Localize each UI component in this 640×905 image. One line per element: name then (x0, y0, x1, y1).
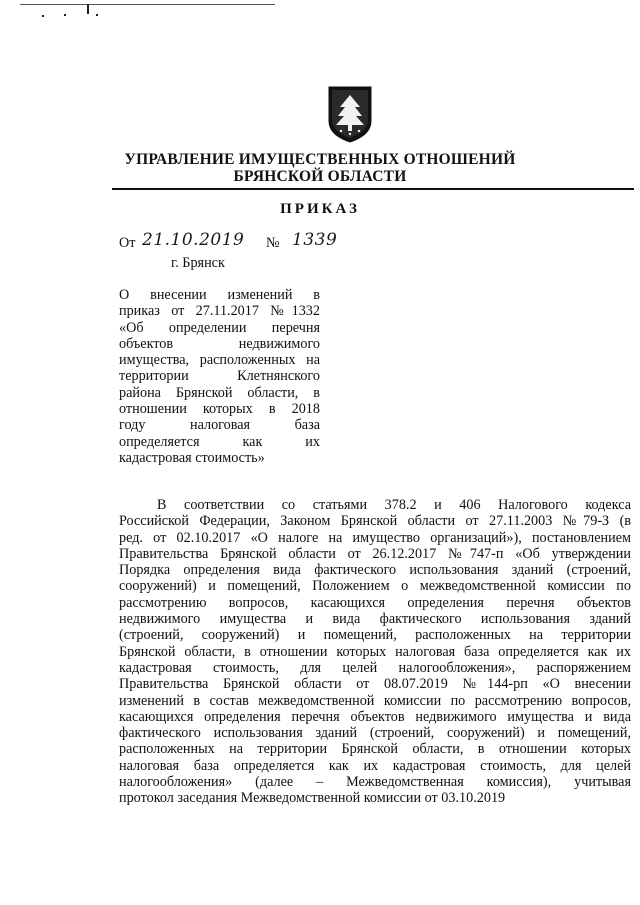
body-line: налогообложения» (далее – Межведомственная комиссия), учитывая (119, 774, 631, 791)
subject-line: отношении которых в 2018 (119, 401, 320, 418)
org-name-line1: УПРАВЛЕНИЕ ИМУЩЕСТВЕННЫХ ОТНОШЕНИЙ (124, 151, 516, 168)
handwritten-date: 21.10.2019 (142, 230, 245, 250)
body-line: налоговая база определяется как их кадастровая стоимость, для целей (119, 757, 631, 774)
scan-speck (42, 15, 44, 17)
order-subject (119, 287, 320, 466)
body-line: фактического использования зданий (строений, сооружений) и помещений, (119, 725, 631, 742)
city: г. Брянск (171, 255, 225, 271)
body-line: расположенных на территории Брянской области, в отношении которых (119, 741, 631, 758)
subject-line: кадастровая стоимость» (119, 449, 265, 466)
number-prefix: № (266, 235, 280, 251)
subject-line: году налоговая база (119, 417, 320, 434)
date-prefix: От (119, 235, 136, 251)
body-line: Правительства Брянской области от 26.12.2017 №747-п «Об утверждении (119, 545, 631, 562)
scan-speck (96, 14, 98, 16)
body-line: сооружений) и помещений, Положением о межведомственной комиссии по (119, 578, 631, 595)
subject-line: имущества, расположенных на (119, 352, 320, 369)
body-line: кадастровая стоимость, для целей налогообложения», распоряжением (119, 659, 631, 676)
scan-speck (64, 14, 66, 16)
header-divider (112, 188, 634, 190)
body-line: Порядка определения вида фактического использования зданий (строений, (119, 562, 631, 579)
order-title: ПРИКАЗ (280, 201, 360, 217)
body-line: Правительства Брянской области от 08.07.2019 №144-рп «О внесении (119, 676, 631, 693)
subject-line: объектов недвижимого (119, 335, 320, 352)
bryansk-coat-of-arms-icon (327, 85, 373, 143)
handwritten-number: 1339 (292, 230, 338, 250)
body-line: недвижимого имущества и вида фактического использования зданий (119, 611, 631, 628)
body-line: Брянской области, в отношении которых налоговая база определяется как их (119, 643, 631, 660)
subject-line: «Об определении перечня (119, 319, 320, 336)
body-line: Российской Федерации, Законом Брянской области от 27.11.2003 №79-З (в (119, 513, 631, 530)
body-line: касающихся определения перечня объектов недвижимого имущества и вида (119, 708, 631, 725)
subject-line: территории Клетнянского (119, 368, 320, 385)
subject-line: О внесении изменений в (119, 287, 320, 303)
body-line: (строений, сооружений) и помещений, расположенных на территории (119, 627, 631, 644)
body-line: рассмотрению вопросов, касающихся определения перечня объектов (119, 594, 631, 611)
body-line: протокол заседания Межведомственной комиссии от 03.10.2019 (119, 790, 506, 807)
body-paragraph (119, 497, 631, 807)
body-line: изменений в состав межведомственной комиссии по рассмотрению вопросов, (119, 692, 631, 709)
body-line: ред. от 02.10.2017 «О налоге на имущество организаций»), постановлением (119, 529, 631, 546)
org-name-line2: БРЯНСКОЙ ОБЛАСТИ (233, 168, 407, 185)
subject-line: района Брянской области, в (119, 384, 320, 401)
body-line: В соответствии со статьями 378.2 и 406 Налогового кодекса (157, 497, 631, 513)
scan-edge-line (20, 4, 275, 5)
scan-tick (87, 4, 89, 14)
subject-line: определяется как их (119, 433, 320, 450)
subject-line: приказ от 27.11.2017 №1332 (119, 303, 320, 320)
